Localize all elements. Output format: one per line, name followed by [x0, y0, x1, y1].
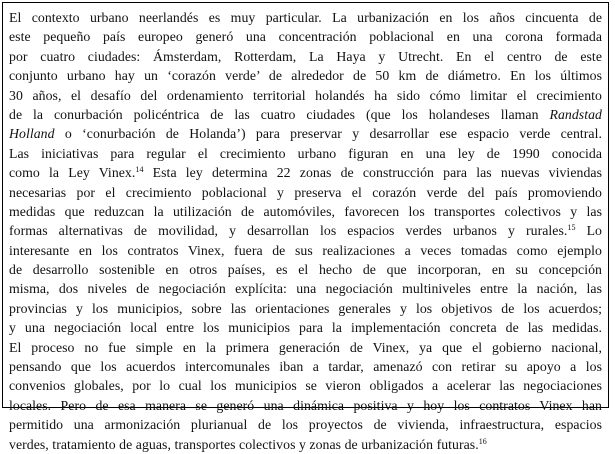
text-line-23 [9, 435, 602, 454]
text-line-4: conjunto urbano hay un ‘corazón verde’ de alrededor de 50 km de diámetro. En los últimos [9, 68, 602, 84]
text-line-7 [9, 124, 602, 143]
text-line-21: locales. Pero de esa manera se generó una dinámica positiva y hoy los contratos Vinex han [9, 397, 602, 413]
italic-holland: Holland [9, 126, 55, 142]
text-line-10: necesarias por el crecimiento poblacional y preserva el corazón verde del país promoviendo [9, 184, 602, 200]
text-line-11: medidas que reduzcan la utilización de automóviles, favorecen los transportes colectivos y las [9, 203, 602, 219]
italic-randstad: Randstad [549, 106, 602, 122]
text-line-23-a: verdes, tratamiento de aguas, transportes colectivos y zonas de urbanización futuras. [9, 436, 479, 452]
text-line-20: convenios globales, por lo cual los municipios se vieron obligados a acelerar las negociaciones [9, 378, 602, 394]
text-line-8: Las iniciativas para regular el crecimiento urbano figuran en una ley de 1990 conocida [9, 145, 602, 161]
text-line-17: y una negociación local entre los municipios para la implementación concreta de las medidas. [9, 320, 602, 336]
text-line-22: permitido una armonización plurianual de los proyectos de vivienda, infraestructura, espacios [9, 417, 602, 433]
text-line-5: 30 años, el desafío del ordenamiento territorial holandés ha sido cómo limitar el crecimiento [9, 87, 602, 103]
text-line-2: este pequeño país europeo generó una concentración poblacional en una corona formada [9, 29, 602, 45]
text-line-7-main: o ‘conurbación de Holanda’) para preservar y desarrollar ese espacio verde central. [54, 126, 602, 142]
text-line-12-b: Lo [575, 223, 602, 239]
text-line-6-main: de la conurbación policéntrica de las cuatro ciudades (que los holandeses llaman [9, 106, 539, 122]
text-line-12 [9, 221, 602, 240]
text-line-9-b: Esta ley determina 22 zonas de construcción para las nuevas viviendas [143, 165, 602, 181]
text-line-3: por cuatro ciudades: Ámsterdam, Rotterdam, La Haya y Utrecht. En el centro de este [9, 48, 602, 64]
footnote-ref-16: 16 [478, 436, 487, 446]
text-line-18: El proceso no fue simple en la primera generación de Vinex, ya que el gobierno nacional, [9, 339, 602, 355]
text-line-16: provincias y los municipios, sobre las orientaciones generales y los objetivos de los acuerdos; [9, 300, 602, 316]
text-line-9 [9, 163, 602, 182]
text-box [2, 2, 609, 452]
text-line-12-a: formas alternativas de movilidad, y desarrollan los espacios verdes urbanos y rurales. [9, 223, 568, 239]
text-line-19: pensando que los acuerdos intercomunales iban a tardar, amenazó con retirar su apoyo a los [9, 359, 602, 375]
text-line-1: El contexto urbano neerlandés es muy particular. La urbanización en los años cincuenta de [9, 10, 602, 25]
text-line-6 [9, 105, 602, 124]
text-line-13: interesante en los contratos Vinex, fuera de sus realizaciones a veces tomadas como ejemplo [9, 242, 602, 258]
text-line-14: de desarrollo sostenible en otros países, es el hecho de que incorporan, en su concepción [9, 262, 602, 278]
text-line-15: misma, dos niveles de negociación explícita: una negociación multiniveles entre la nación, las [9, 281, 602, 297]
text-line-9-a: como la Ley Vinex. [9, 165, 136, 181]
footnote-ref-14: 14 [135, 165, 144, 175]
footnote-ref-15: 15 [567, 223, 576, 233]
